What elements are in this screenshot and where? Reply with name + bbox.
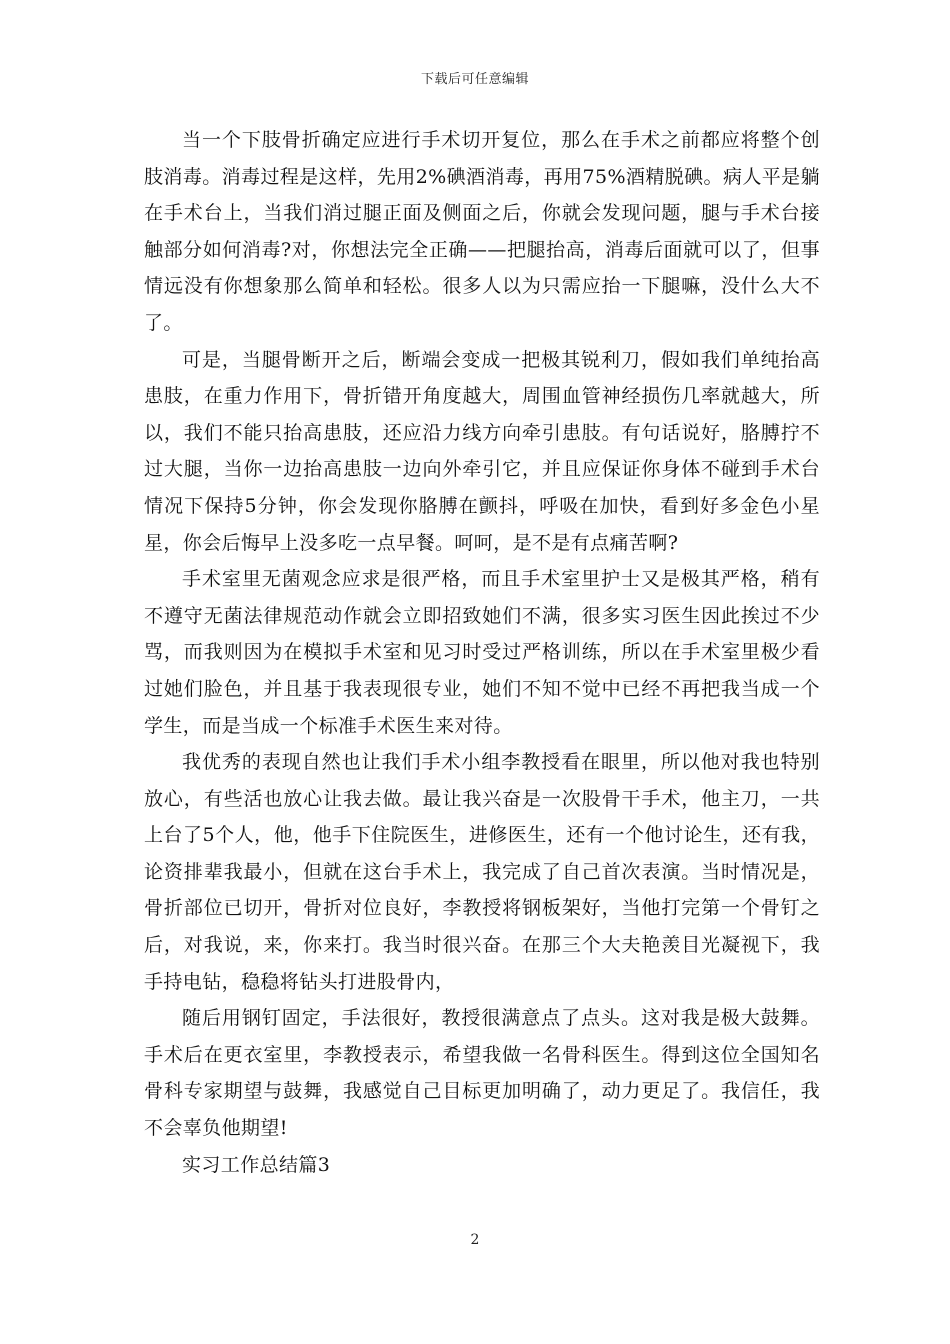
paragraph-1: 当一个下肢骨折确定应进行手术切开复位，那么在手术之前都应将整个创肢消毒。消毒过程是这样，先用2%碘酒消毒，再用75%酒精脱碘。病人平是躺在手术台上，当我们消过腿正面及侧面之后，你就会发现问题，腿与手术台接触部分如何消毒?对，你想法完全正确——把腿抬高，消毒后面就可以了，但事情远没有你想象那么简单和轻松。很多人以为只需应抬一下腿嘛，没什么大不了。 [144, 129, 820, 334]
section-heading: 实习工作总结篇3 [182, 1153, 331, 1176]
document-body [144, 122, 820, 1183]
paragraph-2: 可是，当腿骨断开之后，断端会变成一把极其锐利刀，假如我们单纯抬高患肢，在重力作用下，骨折错开角度越大，周围血管神经损伤几率就越大，所以，我们不能只抬高患肢，还应沿力线方向牵引患肢。有句话说好，胳膊拧不过大腿，当你一边抬高患肢一边向外牵引它，并且应保证你身体不碰到手术台情况下保持5分钟，你会发现你胳膊在颤抖，呼吸在加快，看到好多金色小星星，你会后悔早上没多吃一点早餐。呵呵，是不是有点痛苦啊? [144, 348, 820, 554]
paragraph-3: 手术室里无菌观念应求是很严格，而且手术室里护士又是极其严格，稍有不遵守无菌法律规范动作就会立即招致她们不满，很多实习医生因此挨过不少骂，而我则因为在模拟手术室和见习时受过严格训练，所以在手术室里极少看过她们脸色，并且基于我表现很专业，她们不知不觉中已经不再把我当成一个学生，而是当成一个标准手术医生来对待。 [144, 568, 820, 737]
paragraph-5: 随后用钢钉固定，手法很好，教授很满意点了点头。这对我是极大鼓舞。手术后在更衣室里，李教授表示，希望我做一名骨科医生。得到这位全国知名骨科专家期望与鼓舞，我感觉自己目标更加明确了，动力更足了。我信任，我不会辜负他期望! [144, 1007, 820, 1140]
paragraph-4: 我优秀的表现自然也让我们手术小组李教授看在眼里，所以他对我也特别放心，有些活也放心让我去做。最让我兴奋是一次股骨干手术，他主刀，一共上台了5个人，他，他手下住院医生，进修医生，还有一个他讨论生，还有我，论资排辈我最小，但就在这台手术上，我完成了自己首次表演。当时情况是，骨折部位已切开，骨折对位良好，李教授将钢板架好，当他打完第一个骨钉之后，对我说，来，你来打。我当时很兴奋。在那三个大夫艳羡目光凝视下，我手持电钻，稳稳将钻头打进股骨内， [144, 751, 820, 993]
page-number: 2 [470, 1232, 480, 1248]
page-header-note: 下载后可任意编辑 [420, 72, 529, 87]
